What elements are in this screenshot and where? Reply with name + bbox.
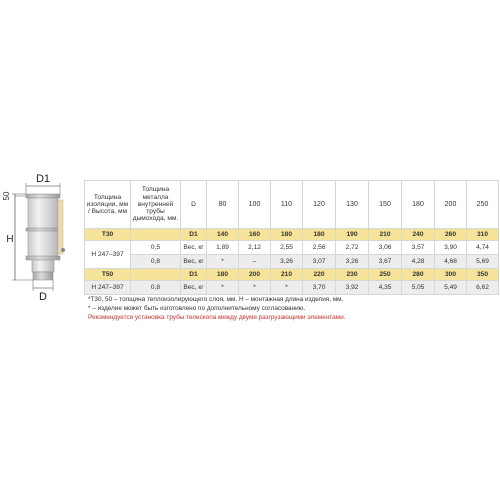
header-size: 80 xyxy=(207,181,239,229)
note-recommendation: Рекомендуется установка трубы телескопа между двумя разгрузающими элементами. xyxy=(88,314,346,321)
header-size: 180 xyxy=(402,181,435,229)
header-size: 100 xyxy=(239,181,271,229)
dimension-d1 xyxy=(26,173,60,194)
table-cell: – xyxy=(239,255,271,269)
table-cell: 180 xyxy=(271,229,303,241)
table-cell: Вес, кг xyxy=(181,281,207,295)
table-cell: 180 xyxy=(303,229,336,241)
spec-table-wrapper xyxy=(84,180,498,295)
table-cell: 160 xyxy=(239,229,271,241)
table-cell: 140 xyxy=(207,229,239,241)
table-cell: 2,56 xyxy=(303,241,336,255)
table-cell: 4,68 xyxy=(435,255,467,269)
table-cell: 3,70 xyxy=(303,281,336,295)
table-cell: 2,12 xyxy=(239,241,271,255)
pipe-drawing xyxy=(0,0,80,500)
spec-table xyxy=(84,180,499,295)
table-row xyxy=(85,229,499,241)
table-cell: Т50 xyxy=(85,269,131,281)
table-cell: * xyxy=(271,281,303,295)
table-cell: 3,07 xyxy=(303,255,336,269)
table-cell: 280 xyxy=(402,269,435,281)
table-cell: 6,62 xyxy=(467,281,499,295)
table-cell: 2,72 xyxy=(336,241,369,255)
table-cell: 1,89 xyxy=(207,241,239,255)
table-cell: 4,35 xyxy=(369,281,402,295)
table-cell: 190 xyxy=(336,229,369,241)
table-cell: 3,90 xyxy=(435,241,467,255)
table-cell: 3,67 xyxy=(369,255,402,269)
table-cell: 0,8 xyxy=(131,281,181,295)
note-custom-order: * – изделие может быть изготовлено по дополнительному согласованию. xyxy=(88,305,306,312)
table-cell: 260 xyxy=(435,229,467,241)
table-row xyxy=(85,281,499,295)
height-cell: Н 247–397 xyxy=(85,241,131,269)
table-cell: 0,8 xyxy=(131,255,181,269)
table-cell: 5,49 xyxy=(435,281,467,295)
table-cell: 220 xyxy=(303,269,336,281)
label-d: D xyxy=(39,291,47,303)
table-cell: Вес, кг xyxy=(181,255,207,269)
table-cell: 4,74 xyxy=(467,241,499,255)
note-insulation: *Т30, 50 – толщина теплоизолирующего слоя, мм. Н – монтажная длина изделия, мм. xyxy=(88,296,344,303)
table-cell: 0,5 xyxy=(131,241,181,255)
table-cell: 200 xyxy=(239,269,271,281)
table-cell: 300 xyxy=(435,269,467,281)
table-cell xyxy=(131,229,181,241)
table-cell: D1 xyxy=(181,269,207,281)
table-cell: Н 247–397 xyxy=(85,281,131,295)
table-row xyxy=(85,269,499,281)
header-metal-thickness: Толщина металла внутренней трубы дымохода, мм. xyxy=(131,181,181,229)
table-cell: * xyxy=(239,281,271,295)
header-size: 110 xyxy=(271,181,303,229)
table-cell: 230 xyxy=(336,269,369,281)
table-cell: 4,28 xyxy=(402,255,435,269)
table-cell: 240 xyxy=(402,229,435,241)
header-insulation: Толщина изоляции, мм / Высота, мм xyxy=(85,181,131,229)
notes xyxy=(88,295,488,322)
table-cell: 350 xyxy=(467,269,499,281)
label-50: 50 xyxy=(2,191,11,201)
table-cell: * xyxy=(207,255,239,269)
table-cell: 5,05 xyxy=(402,281,435,295)
dimension-d xyxy=(33,280,53,303)
table-cell: 210 xyxy=(271,269,303,281)
table-cell xyxy=(131,269,181,281)
table-cell: 3,26 xyxy=(336,255,369,269)
table-cell: 250 xyxy=(369,269,402,281)
header-size: 250 xyxy=(467,181,499,229)
table-cell: 3,92 xyxy=(336,281,369,295)
header-row xyxy=(85,181,499,229)
header-size: 130 xyxy=(336,181,369,229)
header-size: 200 xyxy=(435,181,467,229)
label-h: H xyxy=(6,234,14,245)
header-d: D xyxy=(181,181,207,229)
dimension-50 xyxy=(2,191,26,200)
table-row xyxy=(85,255,499,269)
table-cell: * xyxy=(207,281,239,295)
header-size: 120 xyxy=(303,181,336,229)
header-size: 150 xyxy=(369,181,402,229)
table-cell: 3,26 xyxy=(271,255,303,269)
pipe-body xyxy=(26,194,65,280)
table-cell: D1 xyxy=(181,229,207,241)
table-cell: 180 xyxy=(207,269,239,281)
table-cell: 2,55 xyxy=(271,241,303,255)
table-cell: 5,69 xyxy=(467,255,499,269)
table-cell: 3,57 xyxy=(402,241,435,255)
table-cell: 210 xyxy=(369,229,402,241)
table-row xyxy=(85,241,499,255)
table-cell: 3,06 xyxy=(369,241,402,255)
table-cell: 310 xyxy=(467,229,499,241)
table-cell: Т30 xyxy=(85,229,131,241)
label-d1: D1 xyxy=(35,173,51,185)
table-cell: Вес, кг xyxy=(181,241,207,255)
